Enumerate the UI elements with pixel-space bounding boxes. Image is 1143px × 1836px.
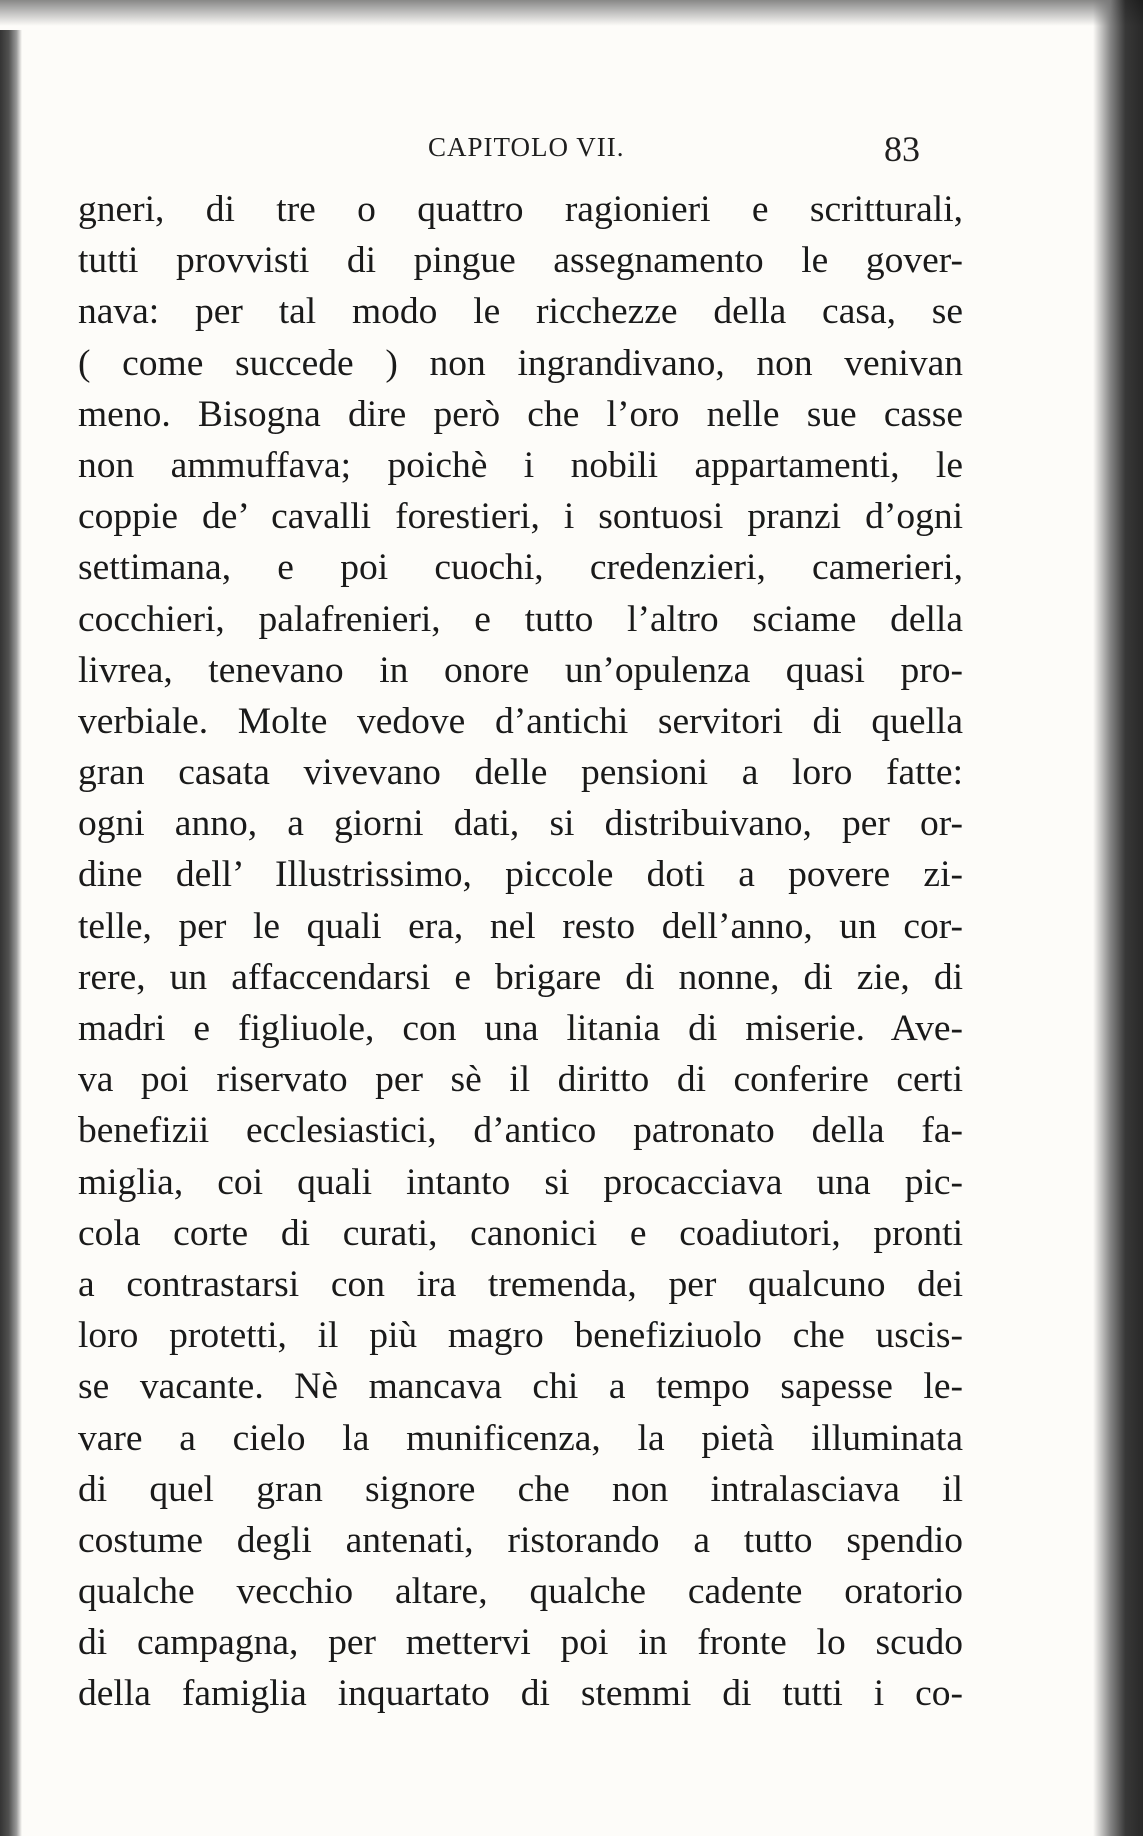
page-number: 83 bbox=[884, 129, 920, 169]
scan-edge-left bbox=[0, 30, 22, 1836]
text-line: nava: per tal modo le ricchezze della casa, se bbox=[78, 291, 963, 333]
text-line: di quel gran signore che non intralasciava il bbox=[78, 1468, 963, 1510]
text-line: miglia, coi quali intanto si procacciava una pic- bbox=[78, 1161, 963, 1203]
text-line: costume degli antenati, ristorando a tutto spendio bbox=[78, 1519, 963, 1561]
body-text bbox=[78, 184, 963, 1720]
text-line: verbiale. Molte vedove d’antichi servitori di quella bbox=[78, 700, 963, 742]
text-line: di campagna, per mettervi poi in fronte lo scudo bbox=[78, 1622, 963, 1664]
text-line: livrea, tenevano in onore un’opulenza quasi pro- bbox=[78, 649, 963, 691]
text-line: telle, per le quali era, nel resto dell’anno, un cor- bbox=[78, 905, 963, 947]
page-header bbox=[78, 128, 958, 168]
scan-edge-right bbox=[1093, 0, 1143, 1836]
text-line: tutti provvisti di pingue assegnamento le gover- bbox=[78, 240, 963, 282]
text-line: meno. Bisogna dire però che l’oro nelle sue casse bbox=[78, 393, 963, 435]
running-head: CAPITOLO VII. bbox=[428, 132, 625, 162]
text-line: cocchieri, palafrenieri, e tutto l’altro sciame della bbox=[78, 598, 963, 640]
text-line: gran casata vivevano delle pensioni a loro fatte: bbox=[78, 752, 963, 794]
text-line: vare a cielo la munificenza, la pietà illuminata bbox=[78, 1417, 963, 1459]
text-line: rere, un affaccendarsi e brigare di nonne, di zie, di bbox=[78, 956, 963, 998]
text-line: coppie de’ cavalli forestieri, i sontuosi pranzi d’ogni bbox=[78, 496, 963, 538]
text-line: dine dell’ Illustrissimo, piccole doti a povere zi- bbox=[78, 854, 963, 896]
text-line: ogni anno, a giorni dati, si distribuivano, per or- bbox=[78, 803, 963, 845]
text-line: della famiglia inquartato di stemmi di tutti i co- bbox=[78, 1673, 963, 1715]
text-line: non ammuffava; poichè i nobili appartamenti, le bbox=[78, 444, 963, 486]
text-line: va poi riservato per sè il diritto di conferire certi bbox=[78, 1059, 963, 1101]
text-line: cola corte di curati, canonici e coadiutori, pronti bbox=[78, 1212, 963, 1254]
text-line: madri e figliuole, con una litania di miserie. Ave- bbox=[78, 1008, 963, 1049]
text-line: qualche vecchio altare, qualche cadente oratorio bbox=[78, 1571, 963, 1613]
text-line: loro protetti, il più magro benefiziuolo che uscis- bbox=[78, 1315, 963, 1357]
scan-edge-top bbox=[0, 0, 1143, 26]
text-line: benefizii ecclesiastici, d’antico patronato della fa- bbox=[78, 1110, 963, 1152]
text-line: ( come succede ) non ingrandivano, non venivan bbox=[78, 342, 963, 384]
text-line: settimana, e poi cuochi, credenzieri, camerieri, bbox=[78, 547, 963, 589]
text-line: a contrastarsi con ira tremenda, per qualcuno dei bbox=[78, 1263, 963, 1305]
text-line: se vacante. Nè mancava chi a tempo sapesse le- bbox=[78, 1366, 963, 1408]
text-line: gneri, di tre o quattro ragionieri e scritturali, bbox=[78, 189, 963, 230]
